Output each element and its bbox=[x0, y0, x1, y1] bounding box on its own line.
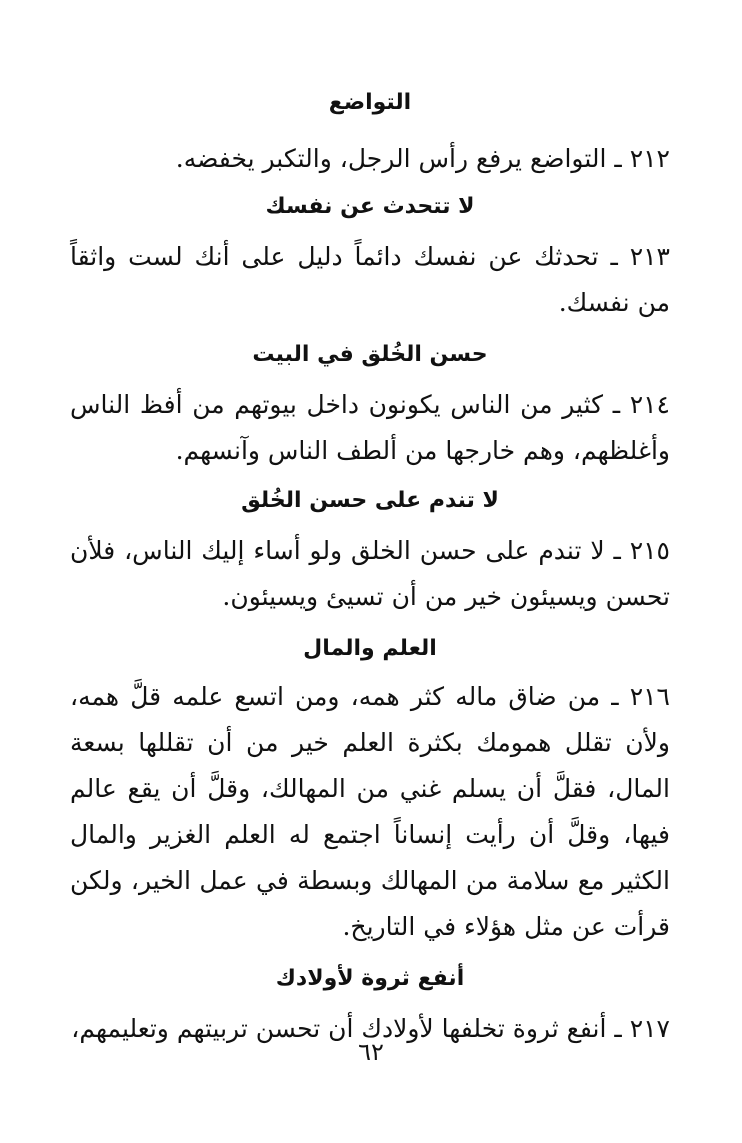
entry-separator: ـ bbox=[614, 1014, 622, 1043]
entry-number: ٢١٤ bbox=[629, 390, 670, 419]
entry-number: ٢١٣ bbox=[629, 242, 670, 271]
entry-paragraph bbox=[70, 382, 670, 474]
entry-paragraph bbox=[70, 136, 670, 182]
entry-separator: ـ bbox=[611, 682, 619, 711]
entry-separator: ـ bbox=[613, 536, 621, 565]
entry-paragraph bbox=[70, 674, 670, 950]
entry-separator: ـ bbox=[612, 390, 621, 419]
section-heading: التواضع bbox=[328, 90, 412, 115]
entry-text: كثير من الناس يكونون داخل بيوتهم من أفظ الناس وأغلظهم، وهم خارجها من ألطف الناس وآنسهم. bbox=[70, 390, 670, 465]
entry-number: ٢١٧ bbox=[629, 1014, 670, 1043]
entry-paragraph bbox=[70, 234, 670, 326]
entry-separator: ـ bbox=[614, 144, 622, 173]
entry-number: ٢١٦ bbox=[629, 682, 670, 711]
section-heading: حسن الخُلق في البيت bbox=[252, 342, 488, 367]
section-heading: أنفع ثروة لأولادك bbox=[275, 966, 465, 991]
section-heading: العلم والمال bbox=[303, 636, 437, 661]
entry-text: من ضاق ماله كثر همه، ومن اتسع علمه قلَّ همه، ولأن تقلل همومك بكثرة العلم خير من أن تقللها بسعة المال، فقلَّ أن يسلم غني من المهالك، وقلَّ أن يقع عالم فيها، وقلَّ أن رأيت إنساناً اجتمع له العلم الغزير والمال الكثير مع سلامة من المهالك وبسطة في عمل الخير، ولكن قرأت عن مثل هؤلاء في التاريخ. bbox=[70, 682, 670, 941]
page-number: ٦٢ bbox=[358, 1038, 384, 1066]
section-heading: لا تندم على حسن الخُلق bbox=[241, 488, 499, 513]
entry-number: ٢١٢ bbox=[629, 144, 670, 173]
entry-paragraph bbox=[70, 528, 670, 620]
entry-number: ٢١٥ bbox=[629, 536, 670, 565]
entry-text: أنفع ثروة تخلفها لأولادك أن تحسن تربيتهم وتعليمهم، bbox=[71, 1014, 607, 1043]
entry-text: لا تندم على حسن الخلق ولو أساء إليك الناس، فلأن تحسن ويسيئون خير من أن تسيئ ويسيئون. bbox=[70, 536, 670, 611]
entry-text: التواضع يرفع رأس الرجل، والتكبر يخفضه. bbox=[175, 144, 607, 173]
section-heading: لا تتحدث عن نفسك bbox=[265, 194, 475, 219]
entry-text: تحدثك عن نفسك دائماً دليل على أنك لست واثقاً من نفسك. bbox=[70, 242, 670, 317]
entry-separator: ـ bbox=[610, 242, 618, 271]
